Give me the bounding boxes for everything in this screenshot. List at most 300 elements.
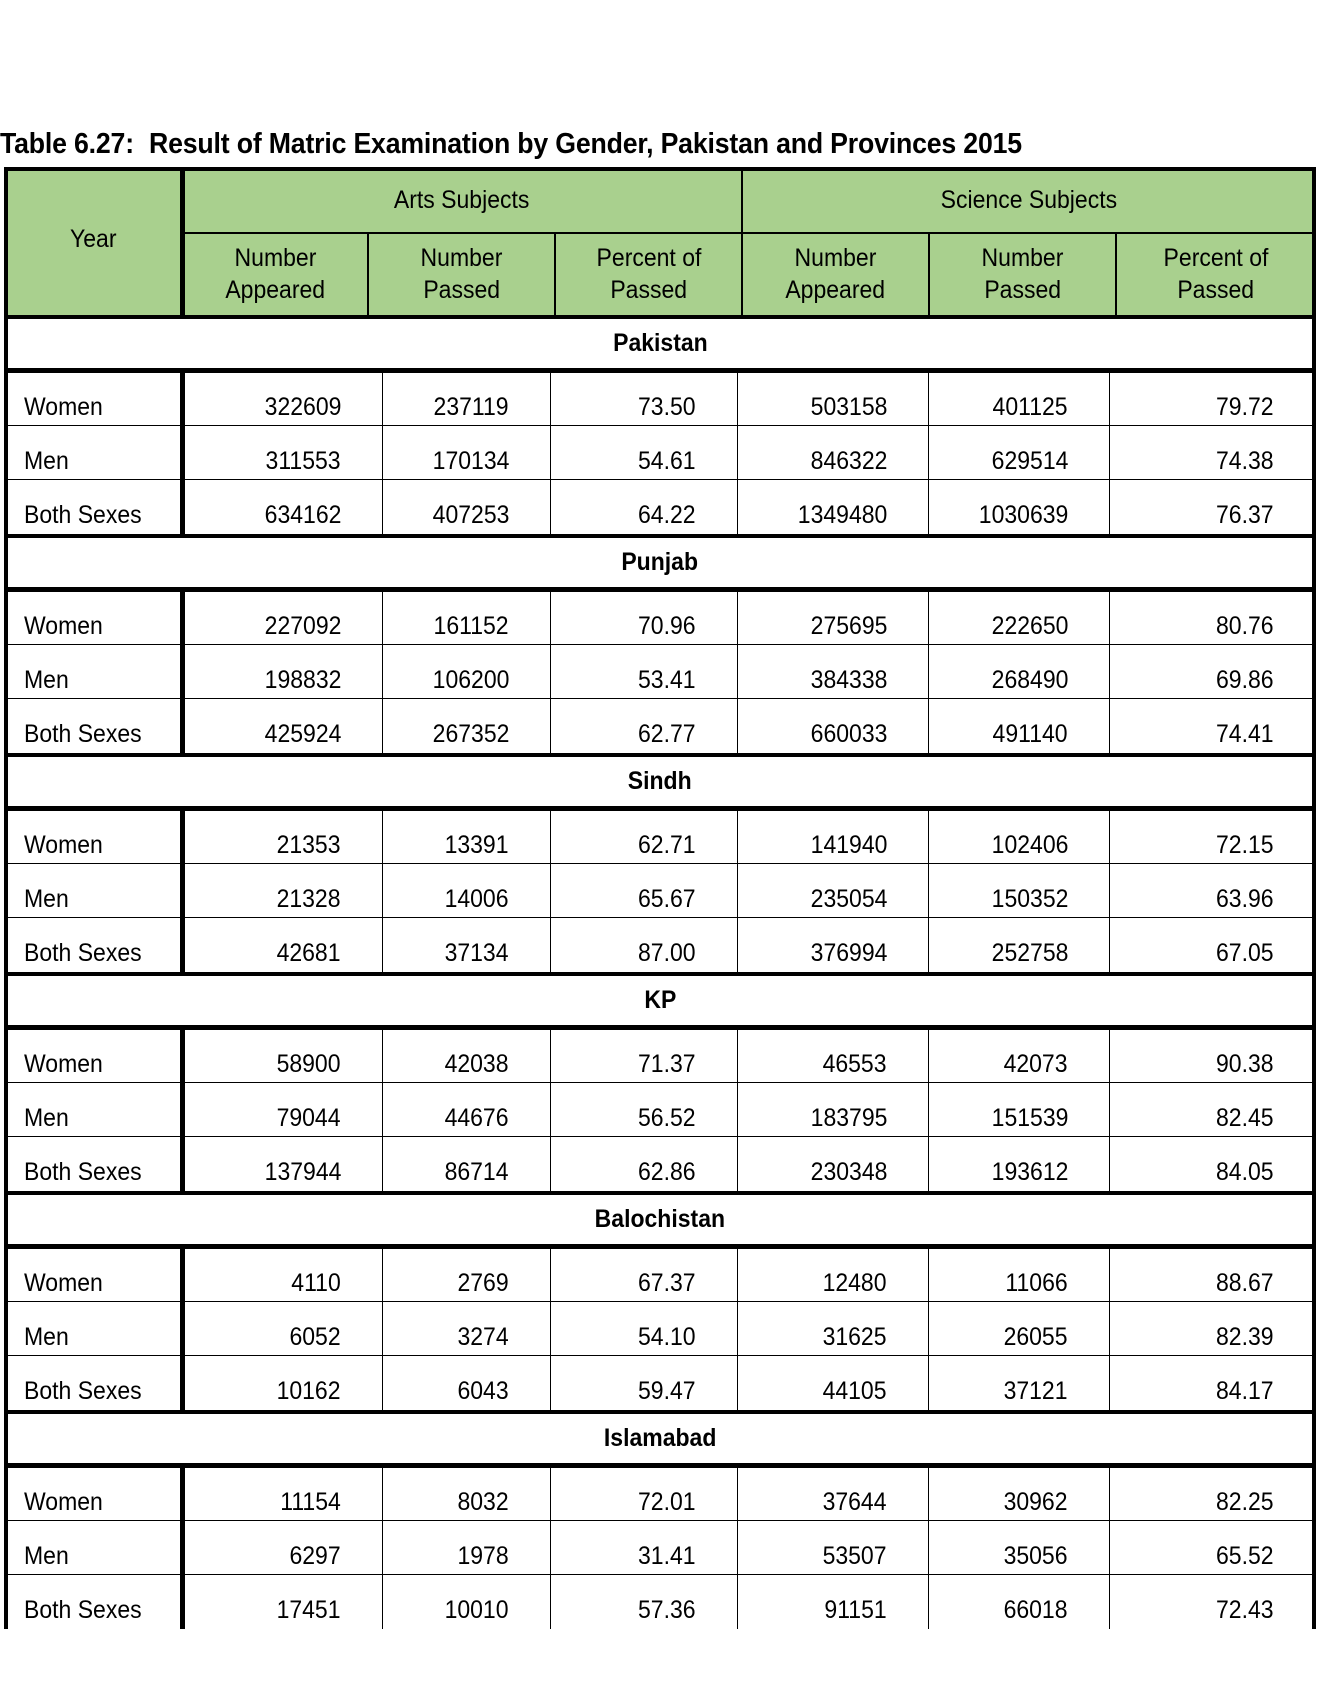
table-cell [1110, 810, 1274, 864]
cell-value: 235054 [810, 885, 887, 913]
column-divider [550, 1029, 551, 1191]
group-underline [182, 232, 1316, 234]
block-right-border [1312, 1029, 1316, 1191]
cell-value: 65.67 [638, 885, 696, 913]
cell-value: 2769 [457, 1269, 509, 1297]
cell-value: 384338 [810, 666, 887, 694]
section-heading-label: Islamabad [603, 1424, 717, 1452]
table-cell [551, 864, 696, 918]
table-cell [738, 1302, 887, 1356]
cell-value: 82.25 [1216, 1488, 1274, 1516]
cell-value: 63.96 [1216, 885, 1274, 913]
table-cell [929, 1575, 1068, 1629]
header-top-border [4, 167, 1316, 171]
label-divider [180, 1467, 185, 1629]
table-cell [738, 699, 887, 753]
cell-value: 6043 [457, 1377, 509, 1405]
row-label [24, 864, 172, 918]
row-label-text: Both Sexes [24, 1596, 142, 1624]
column-divider [550, 591, 551, 753]
column-divider [928, 591, 929, 753]
table-cell [383, 426, 509, 480]
row-label-text: Men [24, 885, 69, 913]
cell-value: 6052 [289, 1323, 341, 1351]
table-cell [738, 1248, 887, 1302]
table-cell [383, 918, 509, 972]
column-divider [737, 372, 738, 534]
table-cell [182, 645, 341, 699]
cell-value: 79044 [277, 1104, 341, 1132]
cell-value: 42073 [1004, 1050, 1068, 1078]
table-cell [551, 1302, 696, 1356]
row-label-text: Women [24, 1050, 103, 1078]
column-header-line: Number [234, 244, 316, 272]
row-label [24, 645, 172, 699]
table-cell [383, 372, 509, 426]
cell-value: 151539 [991, 1104, 1068, 1132]
column-divider [550, 1248, 551, 1410]
column-divider [382, 1029, 383, 1191]
table-cell [929, 1029, 1068, 1083]
year-divider [180, 167, 185, 315]
row-label [24, 480, 172, 534]
cell-value: 230348 [810, 1158, 887, 1186]
cell-value: 268490 [991, 666, 1068, 694]
row-label-text: Both Sexes [24, 1377, 142, 1405]
table-cell [383, 1575, 509, 1629]
column-divider [382, 1248, 383, 1410]
cell-value: 491140 [992, 720, 1068, 748]
row-label [24, 1467, 172, 1521]
column-header-line: Appeared [785, 276, 886, 304]
row-label-text: Men [24, 1323, 69, 1351]
column-divider [1109, 810, 1110, 972]
cell-value: 62.71 [638, 831, 696, 859]
table-cell [929, 1248, 1068, 1302]
column-divider [737, 591, 738, 753]
section-heading-label: Sindh [628, 767, 692, 795]
cell-value: 42681 [277, 939, 341, 967]
cell-value: 42038 [445, 1050, 509, 1078]
column-header-line: Percent of [1163, 244, 1269, 272]
section-left-border [4, 534, 8, 591]
table-cell [1110, 645, 1274, 699]
table-cell [383, 1302, 509, 1356]
table-cell [383, 699, 509, 753]
cell-value: 407253 [432, 501, 509, 529]
table-cell [551, 480, 696, 534]
table-cell [738, 864, 887, 918]
table-cell [551, 1356, 696, 1410]
cell-value: 72.01 [638, 1488, 696, 1516]
table-cell [551, 591, 696, 645]
table-cell [182, 1356, 341, 1410]
section-left-border [4, 753, 8, 810]
table-cell [929, 480, 1068, 534]
table-cell [929, 591, 1068, 645]
cell-value: 26055 [1004, 1323, 1068, 1351]
table-cell [738, 810, 887, 864]
row-label [24, 1302, 172, 1356]
row-label-text: Both Sexes [24, 939, 142, 967]
cell-value: 846322 [810, 447, 887, 475]
row-label-text: Men [24, 1104, 69, 1132]
table-cell [929, 1137, 1068, 1191]
table-cell [182, 1029, 341, 1083]
cell-value: 222650 [991, 612, 1068, 640]
table-cell [929, 1083, 1068, 1137]
label-divider [180, 372, 185, 534]
cell-value: 267352 [432, 720, 509, 748]
table-cell [929, 864, 1068, 918]
cell-value: 8032 [457, 1488, 509, 1516]
cell-value: 102406 [991, 831, 1068, 859]
label-divider [180, 1029, 185, 1191]
table-cell [1110, 918, 1274, 972]
column-header-line: Passed [423, 276, 500, 304]
cell-value: 6297 [289, 1542, 341, 1570]
column-divider [382, 591, 383, 753]
block-left-border [4, 1467, 8, 1629]
row-label-text: Women [24, 612, 103, 640]
block-left-border [4, 1248, 8, 1410]
column-divider [928, 1248, 929, 1410]
column-divider [737, 810, 738, 972]
column-header [1116, 233, 1316, 315]
table-cell [182, 480, 341, 534]
column-header [368, 233, 555, 315]
table-cell [182, 1137, 341, 1191]
science-subjects-header [742, 167, 1316, 233]
table-cell [182, 1083, 341, 1137]
cell-value: 70.96 [638, 612, 696, 640]
subheader-divider [928, 233, 930, 315]
block-right-border [1312, 810, 1316, 972]
table-cell [929, 426, 1068, 480]
section-right-border [1312, 1410, 1316, 1467]
table-cell [551, 918, 696, 972]
column-divider [550, 810, 551, 972]
cell-value: 69.86 [1216, 666, 1274, 694]
cell-value: 62.77 [638, 720, 696, 748]
block-left-border [4, 1029, 8, 1191]
table-cell [738, 591, 887, 645]
table-cell [738, 1137, 887, 1191]
column-divider [737, 1467, 738, 1629]
cell-value: 74.38 [1216, 447, 1274, 475]
section-heading-label: Balochistan [594, 1205, 726, 1233]
cell-value: 12480 [823, 1269, 887, 1297]
section-right-border [1312, 315, 1316, 372]
subheader-divider [367, 233, 369, 315]
cell-value: 141940 [810, 831, 887, 859]
table-cell [182, 591, 341, 645]
column-divider [1109, 1467, 1110, 1629]
table-cell [182, 1248, 341, 1302]
cell-value: 44105 [823, 1377, 887, 1405]
row-label [24, 1137, 172, 1191]
cell-value: 11154 [280, 1488, 341, 1516]
table-cell [182, 699, 341, 753]
table-cell [929, 372, 1068, 426]
cell-value: 87.00 [638, 939, 696, 967]
cell-value: 10010 [445, 1596, 509, 1624]
cell-value: 1030639 [978, 501, 1068, 529]
table-cell [383, 810, 509, 864]
row-label [24, 699, 172, 753]
row-label-text: Women [24, 1269, 103, 1297]
table-cell [383, 1467, 509, 1521]
cell-value: 21328 [277, 885, 341, 913]
table-cell [1110, 1029, 1274, 1083]
block-right-border [1312, 591, 1316, 753]
column-divider [737, 1248, 738, 1410]
results-table [4, 167, 1316, 1687]
subheader-divider [1115, 233, 1117, 315]
row-label-text: Men [24, 1542, 69, 1570]
cell-value: 37121 [1004, 1377, 1068, 1405]
table-cell [383, 645, 509, 699]
column-divider [928, 372, 929, 534]
row-label [24, 1029, 172, 1083]
column-header-line: Passed [1177, 276, 1255, 304]
table-cell [551, 1029, 696, 1083]
cell-value: 237119 [433, 393, 509, 421]
cell-value: 82.39 [1216, 1323, 1274, 1351]
section-left-border [4, 1191, 8, 1248]
section-right-border [1312, 534, 1316, 591]
cell-value: 73.50 [638, 393, 696, 421]
table-cell [738, 645, 887, 699]
column-header-line: Number [794, 244, 877, 272]
block-right-border [1312, 372, 1316, 534]
label-divider [180, 591, 185, 753]
cell-value: 503158 [810, 393, 887, 421]
section-heading [4, 976, 1316, 1025]
column-header [182, 233, 368, 315]
block-right-border [1312, 1467, 1316, 1629]
cell-value: 86714 [445, 1158, 509, 1186]
cell-value: 311553 [265, 447, 341, 475]
column-divider [550, 372, 551, 534]
column-divider [928, 810, 929, 972]
cell-value: 91151 [824, 1596, 887, 1624]
table-cell [383, 1029, 509, 1083]
cell-value: 137944 [264, 1158, 341, 1186]
cell-value: 161152 [433, 612, 509, 640]
section-heading [4, 538, 1316, 587]
column-header-line: Percent of [596, 244, 701, 272]
cell-value: 72.43 [1216, 1596, 1274, 1624]
table-cell [738, 372, 887, 426]
table-cell [738, 1467, 887, 1521]
row-label [24, 426, 172, 480]
table-cell [551, 645, 696, 699]
row-label-text: Both Sexes [24, 501, 142, 529]
column-header [742, 233, 929, 315]
table-caption: Result of Matric Examination by Gender, Pakistan and Provinces 2015 [149, 128, 1022, 160]
table-cell [738, 1575, 887, 1629]
block-left-border [4, 810, 8, 972]
row-label-text: Men [24, 666, 69, 694]
table-cell [551, 1083, 696, 1137]
cell-value: 67.37 [638, 1269, 696, 1297]
table-cell [551, 372, 696, 426]
table-cell [182, 1302, 341, 1356]
cell-value: 57.36 [638, 1596, 696, 1624]
block-left-border [4, 591, 8, 753]
cell-value: 84.05 [1216, 1158, 1274, 1186]
table-cell [738, 1521, 887, 1575]
cell-value: 21353 [277, 831, 341, 859]
block-left-border [4, 372, 8, 534]
cell-value: 3274 [457, 1323, 509, 1351]
cell-value: 1349480 [797, 501, 887, 529]
cell-value: 198832 [264, 666, 341, 694]
table-cell [551, 1248, 696, 1302]
row-label-text: Women [24, 393, 103, 421]
year-header-label: Year [69, 225, 117, 253]
column-divider [1109, 1248, 1110, 1410]
cell-value: 150352 [991, 885, 1068, 913]
row-label-text: Women [24, 831, 103, 859]
row-label [24, 918, 172, 972]
cell-value: 76.37 [1216, 501, 1274, 529]
table-cell [1110, 1575, 1274, 1629]
table-cell [1110, 1137, 1274, 1191]
row-label [24, 1575, 172, 1629]
table-cell [1110, 591, 1274, 645]
table-cell [551, 1137, 696, 1191]
cell-value: 425924 [264, 720, 341, 748]
cell-value: 79.72 [1216, 393, 1274, 421]
row-label-text: Women [24, 1488, 103, 1516]
cell-value: 72.15 [1216, 831, 1274, 859]
cell-value: 193612 [991, 1158, 1068, 1186]
column-header-line: Number [420, 244, 503, 272]
table-cell [1110, 1467, 1274, 1521]
section-left-border [4, 1410, 8, 1467]
arts-subjects-header [182, 167, 742, 233]
column-header [555, 233, 742, 315]
table-cell [383, 1137, 509, 1191]
cell-value: 4110 [291, 1269, 341, 1297]
table-cell [738, 1029, 887, 1083]
table-cell [551, 1575, 696, 1629]
section-heading-label: KP [644, 986, 676, 1014]
cell-value: 90.38 [1216, 1050, 1274, 1078]
section-heading [4, 319, 1316, 368]
column-divider [928, 1467, 929, 1629]
cell-value: 634162 [264, 501, 341, 529]
section-right-border [1312, 1191, 1316, 1248]
column-header-line: Passed [610, 276, 687, 304]
column-header [929, 233, 1116, 315]
cell-value: 37644 [823, 1488, 887, 1516]
row-label [24, 591, 172, 645]
table-cell [182, 372, 341, 426]
section-right-border [1312, 972, 1316, 1029]
cell-value: 44676 [445, 1104, 509, 1132]
cell-value: 54.61 [638, 447, 696, 475]
table-cell [383, 1083, 509, 1137]
column-header-line: Passed [984, 276, 1061, 304]
table-cell [929, 1467, 1068, 1521]
year-header [4, 167, 182, 315]
section-heading-label: Punjab [621, 548, 699, 576]
cell-value: 629514 [991, 447, 1068, 475]
cell-value: 10162 [277, 1377, 341, 1405]
cell-value: 66018 [1004, 1596, 1068, 1624]
cell-value: 322609 [264, 393, 341, 421]
section-right-border [1312, 753, 1316, 810]
table-cell [182, 1467, 341, 1521]
row-label [24, 1521, 172, 1575]
table-cell [383, 864, 509, 918]
table-cell [551, 1521, 696, 1575]
table-cell [182, 918, 341, 972]
cell-value: 59.47 [638, 1377, 696, 1405]
column-divider [737, 1029, 738, 1191]
cell-value: 227092 [264, 612, 341, 640]
cell-value: 46553 [823, 1050, 887, 1078]
cell-value: 37134 [445, 939, 509, 967]
table-cell [738, 426, 887, 480]
table-cell [738, 918, 887, 972]
cell-value: 11066 [1005, 1269, 1068, 1297]
table-cell [551, 699, 696, 753]
table-cell [1110, 426, 1274, 480]
cell-value: 660033 [810, 720, 887, 748]
section-left-border [4, 315, 8, 372]
group-divider [741, 167, 743, 315]
cell-value: 74.41 [1216, 720, 1274, 748]
table-cell [929, 1302, 1068, 1356]
cell-value: 170134 [432, 447, 509, 475]
cell-value: 62.86 [638, 1158, 696, 1186]
cell-value: 35056 [1004, 1542, 1068, 1570]
cell-value: 183795 [810, 1104, 887, 1132]
cell-value: 30962 [1004, 1488, 1068, 1516]
column-divider [550, 1467, 551, 1629]
cell-value: 82.45 [1216, 1104, 1274, 1132]
table-cell [551, 426, 696, 480]
section-heading [4, 1195, 1316, 1244]
table-cell [551, 1467, 696, 1521]
table-cell [1110, 699, 1274, 753]
section-heading-label: Pakistan [612, 329, 708, 357]
cell-value: 31.41 [638, 1542, 696, 1570]
table-cell [551, 810, 696, 864]
column-divider [382, 810, 383, 972]
cell-value: 65.52 [1216, 1542, 1274, 1570]
cell-value: 54.10 [638, 1323, 696, 1351]
table-cell [182, 810, 341, 864]
cell-value: 71.37 [638, 1050, 696, 1078]
row-label [24, 372, 172, 426]
column-header-line: Number [981, 244, 1064, 272]
table-cell [383, 480, 509, 534]
row-label [24, 1083, 172, 1137]
table-title [0, 128, 1022, 161]
table-cell [383, 1248, 509, 1302]
cell-value: 80.76 [1216, 612, 1274, 640]
row-label-text: Both Sexes [24, 720, 142, 748]
section-heading [4, 757, 1316, 806]
table-cell [182, 426, 341, 480]
table-cell [1110, 372, 1274, 426]
header-left-border [4, 167, 8, 315]
